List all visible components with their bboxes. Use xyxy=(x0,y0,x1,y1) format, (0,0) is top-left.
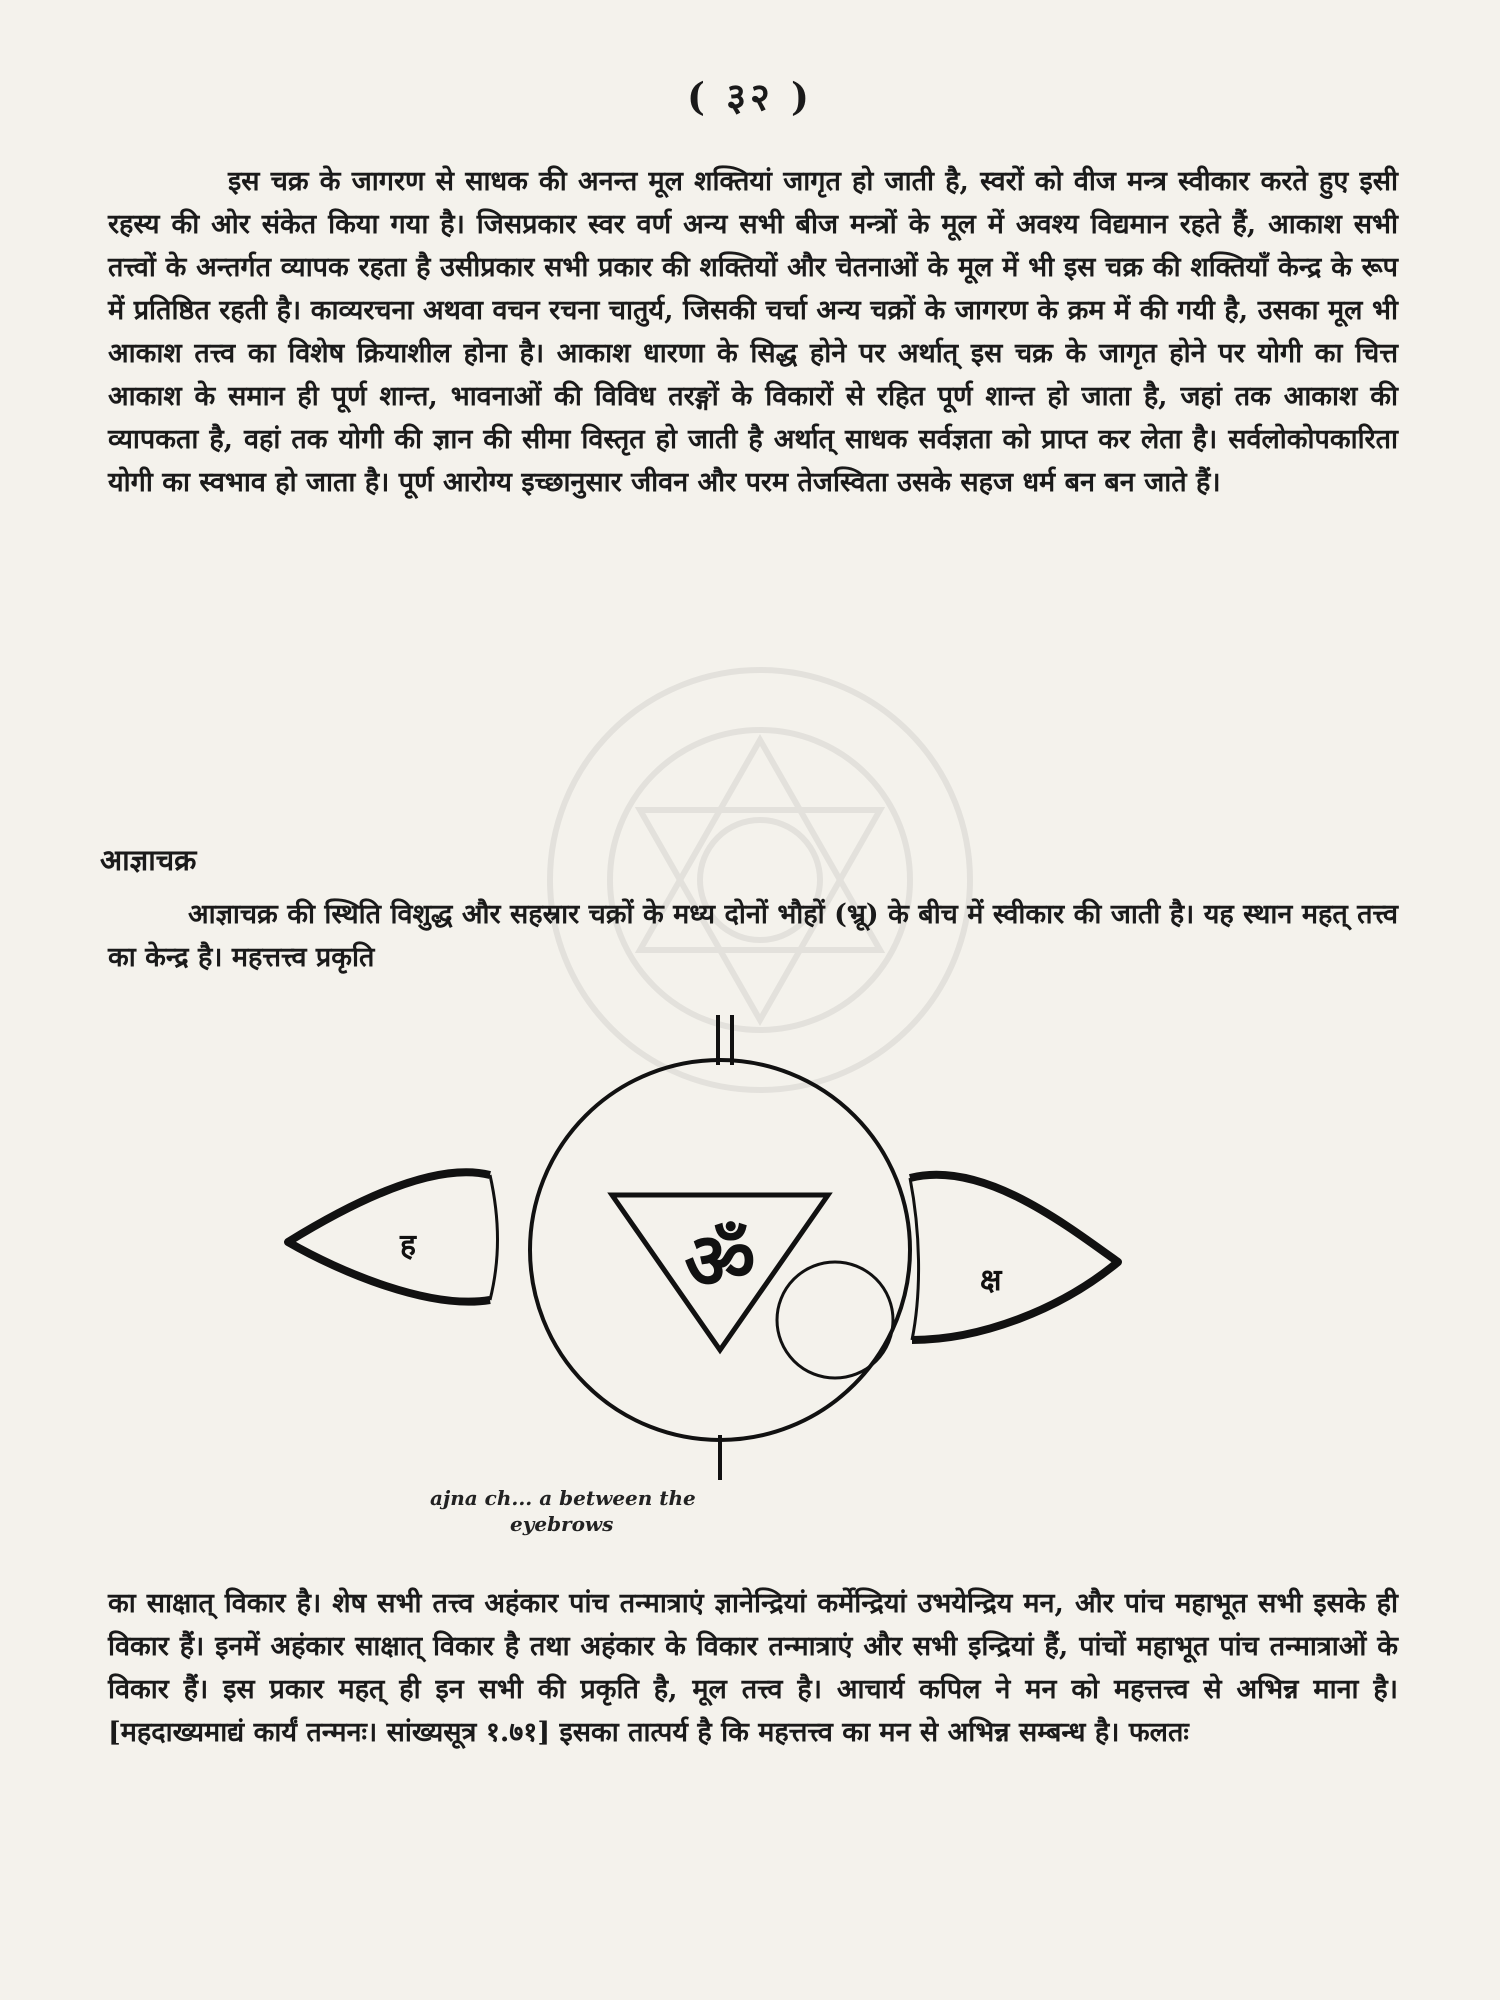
paragraph-ajna-location: आज्ञाचक्र की स्थिति विशुद्ध और सहस्रार चक्रों के मध्य दोनों भौहों (भ्रू) के बीच में स्वीकार की जाती है। यह स्थान महत् तत्त्व का केन्द्र है। महत्तत्त्व प्रकृति xyxy=(108,899,1398,973)
om-symbol: ॐ xyxy=(684,1217,756,1307)
section-heading-ajna-chakra: आज्ञाचक्र xyxy=(100,843,197,877)
small-circle xyxy=(777,1262,893,1378)
left-petal xyxy=(288,1172,490,1301)
figure-caption xyxy=(430,1485,1030,1537)
ajna-chakra-drawing xyxy=(280,1010,1140,1550)
sushumna-line-top xyxy=(718,1015,732,1065)
right-petal-letter: क्ष xyxy=(980,1263,1002,1298)
ajna-chakra-figure xyxy=(280,1010,1140,1550)
right-petal xyxy=(910,1175,1118,1340)
paragraph-vishuddha-awakening: इस चक्र के जागरण से साधक की अनन्त मूल शक्तियां जागृत हो जाती है, स्वरों को वीज मन्त्र स्वीकार करते हुए इसी रहस्य की ओर संकेत किया गया है। जिसप्रकार स्वर वर्ण अन्य सभी बीज मन्त्रों के मूल में अवश्य विद्यमान रहते हैं, आकाश सभी तत्त्वों के अन्तर्गत व्यापक रहता है उसीप्रकार सभी प्रकार की शक्तियों और चेतनाओं के मूल में भी इस चक्र की शक्तियाँ केन्द्र के रूप में प्रतिष्ठित रहती है। काव्यरचना अथवा वचन रचना चातुर्य, जिसकी चर्चा अन्य चक्रों के जागरण के क्रम में की गयी है, उसका मूल भी आकाश तत्त्व का विशेष क्रियाशील होना है। आकाश धारणा के सिद्ध होने पर अर्थात् इस चक्र के जागृत होने पर योगी का चित्त आकाश के समान ही पूर्ण शान्त, भावनाओं की विविध तरङ्गों के विकारों से रहित पूर्ण शान्त हो जाता है, जहां तक आकाश की व्यापकता है, वहां तक योगी की ज्ञान की सीमा विस्तृत हो जाती है अर्थात् साधक सर्वज्ञता को प्राप्त कर लेता है। सर्वलोकोपकारिता योगी का स्वभाव हो जाता है। पूर्ण आरोग्य इच्छानुसार जीवन और परम तेजस्विता उसके सहज धर्म बन बन जाते हैं। xyxy=(108,166,1398,498)
page-number: ( ३२ ) xyxy=(687,74,813,119)
caption-line-2: eyebrows xyxy=(510,1512,614,1536)
left-petal-letter: ह xyxy=(400,1228,416,1263)
caption-line-1: ajna ch... a between the xyxy=(430,1486,696,1510)
paragraph-mahat-tattva: का साक्षात् विकार है। शेष सभी तत्त्व अहंकार पांच तन्मात्राएं ज्ञानेन्द्रियां कर्मेन्द्रियां उभयेन्द्रिय मन, और पांच महाभूत सभी इसके ही विकार हैं। इनमें अहंकार साक्षात् विकार है तथा अहंकार के विकार तन्मात्राएं और सभी इन्द्रियां हैं, पांचों महाभूत पांच तन्मात्राओं के विकार हैं। इस प्रकार महत् ही इन सभी की प्रकृति है, मूल तत्त्व है। आचार्य कपिल ने मन को महत्तत्त्व से अभिन्न माना है। [महदाख्यमाद्यं कार्यं तन्मनः। सांख्यसूत्र १.७१] इसका तात्पर्य है कि महत्तत्त्व का मन से अभिन्न सम्बन्ध है। फलतः xyxy=(108,1588,1398,1748)
